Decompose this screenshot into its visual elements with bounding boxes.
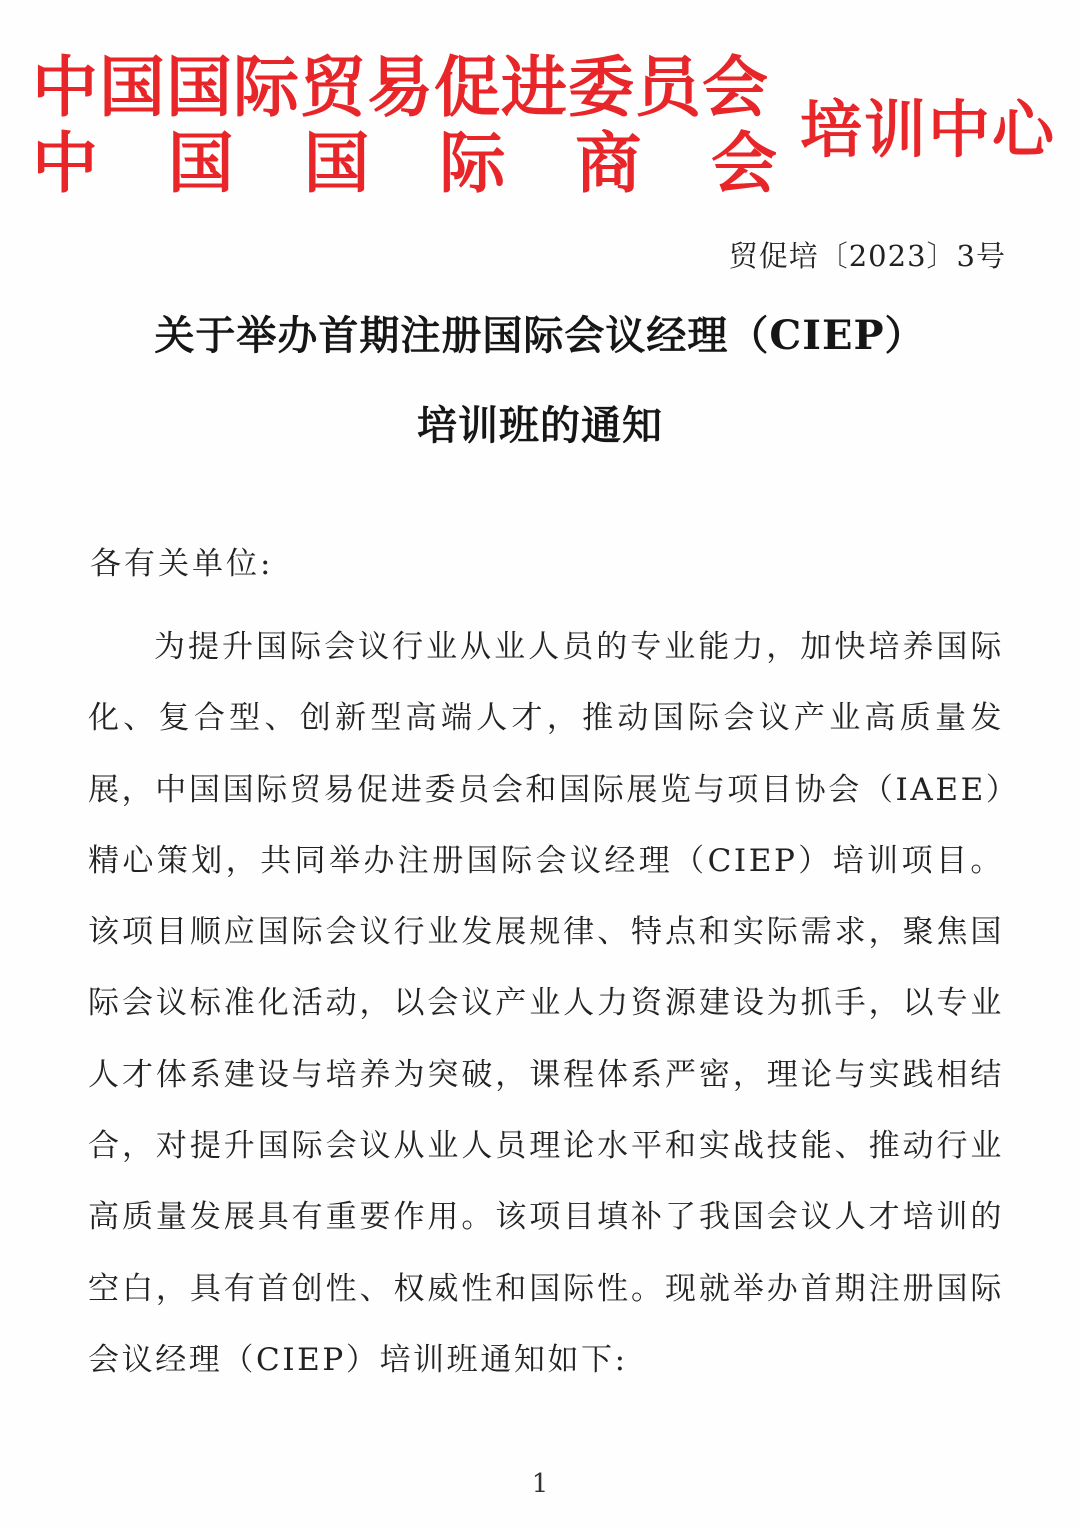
document-title-line1: 关于举办首期注册国际会议经理（CIEP） [154, 312, 926, 359]
letterhead-training-center: 培训中心 [800, 93, 1057, 166]
letterhead-char: 商 [575, 125, 642, 202]
document-title-line2: 培训班的通知 [417, 402, 663, 449]
document-number: 贸促培〔2023〕3号 [728, 239, 1006, 273]
letterhead-ccoic-name [32, 125, 777, 202]
letterhead-char: 会 [710, 125, 777, 202]
salutation: 各有关单位: [90, 546, 274, 582]
letterhead-char: 中 [32, 125, 98, 202]
red-letterhead [32, 49, 1072, 202]
letterhead-char: 际 [439, 125, 506, 202]
body-paragraph: 为提升国际会议行业从业人员的专业能力，加快培养国际化、复合型、创新型高端人才，推动国际会议产业高质量发展，中国国际贸易促进委员会和国际展览与项目协会（IAEE）精心策划，共同举办注册国际会议经理（CIEP）培训项目。该项目顺应国际会议行业发展规律、特点和实际需求，聚焦国际会议标准化活动，以会议产业人力资源建设为抓手，以专业人才体系建设与培养为突破，课程体系严密，理论与实践相结合，对提升国际会议从业人员理论水平和实战技能、推动行业高质量发展具有重要作用。该项目填补了我国会议人才培训的空白，具有首创性、权威性和国际性。现就举办首期注册国际会议经理（CIEP）培训班通知如下: [88, 629, 1004, 1378]
page-number: 1 [531, 1469, 549, 1499]
letterhead-char: 国 [167, 125, 234, 202]
letterhead-ccpit-name: 中国国际贸易促进委员会 [32, 49, 769, 126]
letterhead-char: 国 [303, 125, 370, 202]
